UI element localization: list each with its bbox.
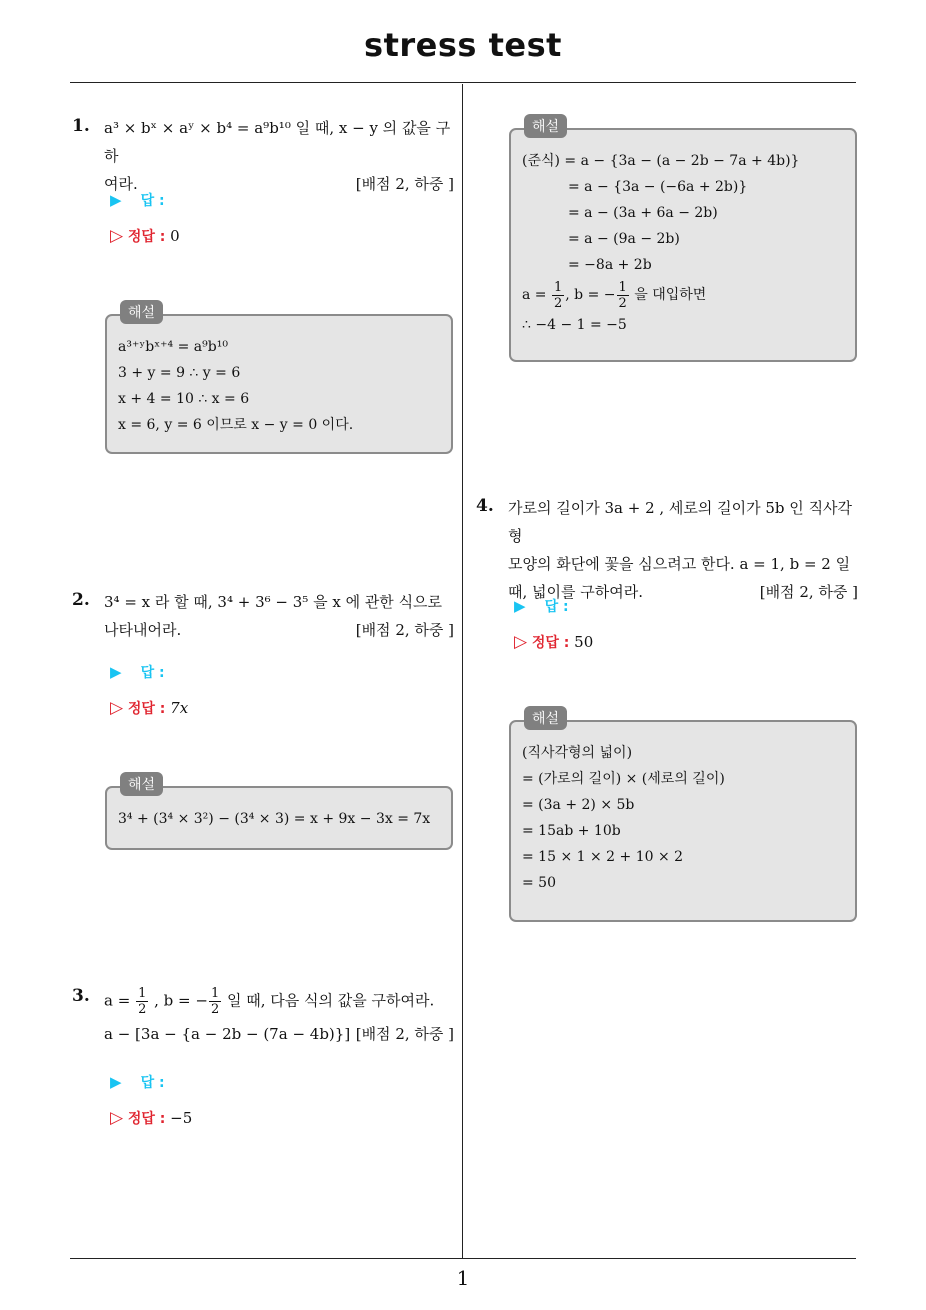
footer-rule (70, 1258, 856, 1259)
question-3-line1 (104, 986, 454, 1020)
solution-line: = a − (9a − 2b) (568, 231, 680, 247)
fraction: $\frac{1}{2}$ (553, 279, 563, 311)
question-1-meta: [배점 2, 하중 ] (355, 175, 454, 193)
question-2-line2-row (104, 616, 454, 644)
solution-line: x = 6, y = 6 이므로 x − y = 0 이다. (118, 417, 354, 433)
question-2-line2: 나타내어라. (104, 621, 182, 639)
solution-line: (준식) = a − {3a − (a − 2b − 7a + 4b)} (522, 153, 800, 169)
question-2-correct (110, 698, 188, 718)
question-2-number: 2. (72, 590, 90, 610)
triangle-right-icon: ▷ (110, 1108, 124, 1128)
page-title: stress test (364, 26, 562, 64)
fraction: $\frac{1}{2}$ (210, 986, 220, 1017)
solution-line: = a − (3a + 6a − 2b) (568, 205, 718, 221)
solution-line: = 15 × 1 × 2 + 10 × 2 (522, 849, 684, 865)
question-2-line1: 3⁴ = x 라 할 때, 3⁴ + 3⁶ − 3⁵ 을 x 에 관한 식으로 (104, 593, 443, 611)
question-2-answer: 7x (170, 699, 189, 717)
fraction: $\frac{1}{2}$ (618, 279, 627, 311)
question-3-line1-mid: , b = − (149, 991, 208, 1010)
question-3-number: 3. (72, 986, 90, 1006)
question-2-text (104, 588, 454, 644)
solution-line: 3 + y = 9 ∴ y = 6 (118, 365, 241, 381)
correct-label: 정답 : (127, 1111, 166, 1127)
play-icon: ▶ (514, 597, 526, 615)
triangle-right-icon: ▷ (110, 698, 124, 718)
question-4-line1: 가로의 길이가 3a + 2 , 세로의 길이가 5b 인 직사각형 (508, 499, 853, 545)
solution-line: = 15ab + 10b (522, 823, 621, 839)
page-number: 1 (456, 1266, 470, 1290)
play-icon: ▶ (110, 663, 122, 681)
question-2-answer-blank (110, 662, 165, 682)
question-4-meta: [배점 2, 하중 ] (759, 583, 858, 601)
solution-line: = (가로의 길이) × (세로의 길이) (522, 771, 725, 787)
question-2-solution (105, 777, 453, 850)
question-3-answer-blank (110, 1072, 165, 1092)
column-divider (462, 84, 463, 1258)
question-1-line2: 여라. (104, 175, 138, 193)
question-3-meta: [배점 2, 하중 ] (355, 1025, 454, 1043)
question-3-correct (110, 1108, 192, 1128)
solution-line: = 50 (522, 875, 556, 891)
solution-line: x + 4 = 10 ∴ x = 6 (118, 391, 250, 407)
solution-substitution: a = $\frac{1}{2}$ , b = − $\frac{1}{2}$ 을 대입하면 (522, 279, 707, 311)
correct-label: 정답 : (127, 701, 166, 717)
solution-tag: 해설 (120, 772, 163, 796)
solution-line: = −8a + 2b (568, 257, 652, 273)
solution-tag: 해설 (524, 114, 567, 138)
solution-line: = a − {3a − (−6a + 2b)} (568, 179, 748, 195)
solution-tag: 해설 (524, 706, 567, 730)
header-rule (70, 82, 856, 83)
question-3-text (104, 986, 454, 1048)
question-4-number: 4. (476, 496, 494, 516)
question-4-answer: 50 (574, 633, 594, 651)
play-icon: ▶ (110, 1073, 122, 1091)
triangle-right-icon: ▷ (110, 226, 124, 246)
play-icon: ▶ (110, 191, 122, 209)
answer-blank-label: 답 : (140, 665, 165, 681)
question-3-solution (509, 119, 857, 362)
question-1-answer-blank (110, 190, 165, 210)
answer-blank-label: 답 : (140, 193, 165, 209)
answer-blank-label: 답 : (140, 1075, 165, 1091)
question-1-answer: 0 (170, 227, 180, 245)
solution-line: = (3a + 2) × 5b (522, 797, 635, 813)
question-1-solution (105, 305, 453, 454)
question-1-text (104, 114, 454, 198)
question-4-line3: 때, 넓이를 구하여라. (508, 583, 643, 601)
question-1-line1: a³ × bˣ × aʸ × b⁴ = a⁹b¹⁰ 일 때, x − y 의 값을 구하 (104, 119, 451, 165)
question-3-answer: −5 (170, 1109, 193, 1127)
question-4-line2: 모양의 화단에 꽃을 심으려고 한다. a = 1, b = 2 일 (508, 555, 851, 573)
question-3-line1-pre: a = (104, 991, 136, 1010)
solution-tag: 해설 (120, 300, 163, 324)
question-1-number: 1. (72, 116, 90, 136)
fraction: $\frac{1}{2}$ (138, 986, 147, 1017)
question-1-correct (110, 226, 180, 246)
question-4-correct (514, 632, 593, 652)
question-2-meta: [배점 2, 하중 ] (355, 621, 454, 639)
question-4-answer-blank (514, 596, 569, 616)
question-3-line2-row (104, 1020, 454, 1048)
correct-label: 정답 : (127, 229, 166, 245)
question-4-solution (509, 711, 857, 922)
question-4-text (508, 494, 858, 606)
question-3-line2: a − [3a − {a − 2b − (7a − 4b)}] (104, 1025, 351, 1043)
question-3-line1-post: 일 때, 다음 식의 값을 구하여라. (222, 991, 435, 1010)
solution-line: (직사각형의 넓이) (522, 745, 633, 761)
solution-line: 3⁴ + (3⁴ × 3²) − (3⁴ × 3) = x + 9x − 3x = 7x (118, 811, 431, 827)
solution-line: ∴ −4 − 1 = −5 (522, 317, 627, 333)
answer-blank-label: 답 : (544, 599, 569, 615)
triangle-right-icon: ▷ (514, 632, 528, 652)
correct-label: 정답 : (531, 635, 570, 651)
solution-line: a³⁺ʸbˣ⁺⁴ = a⁹b¹⁰ (118, 339, 228, 355)
